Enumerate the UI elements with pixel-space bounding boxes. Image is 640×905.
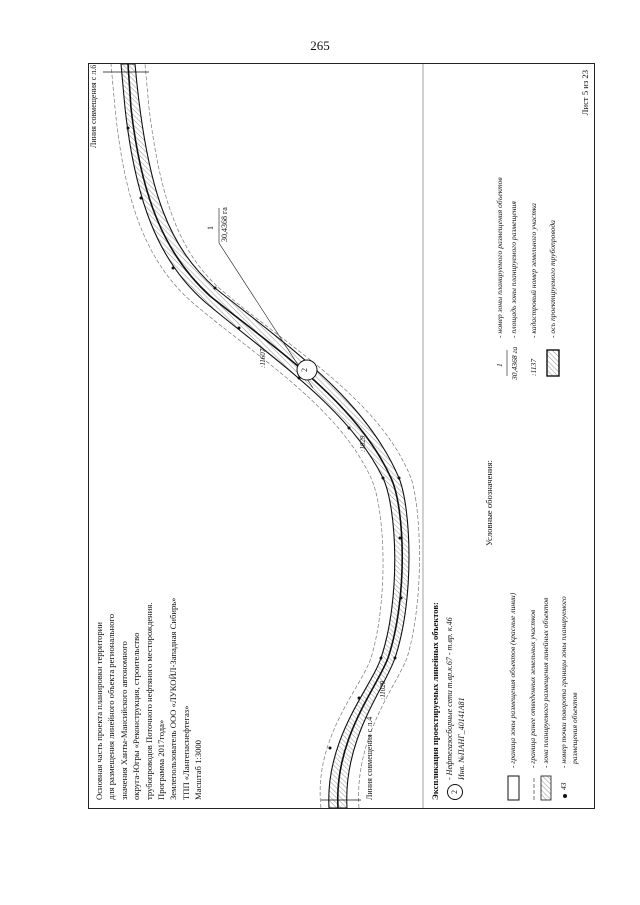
legend-item: - кадастровый номер земельного участка [529, 203, 538, 338]
title-line: для размещения линейного объекта регионального [106, 613, 117, 800]
explication-line: Инв. №ПАНГ_40141А81 [457, 697, 466, 780]
legend-title: Условные обозначения: [484, 460, 494, 546]
page-number: 265 [310, 38, 330, 53]
legend-item: - зона планируемого размещения линейных объектов [541, 597, 550, 768]
callout-number: 1 [206, 226, 215, 230]
title-block [93, 440, 205, 800]
legend-sample-area: 30,4368 га [510, 346, 519, 380]
title-line: трубопроводов Поточного нефтяного месторождения. [143, 602, 154, 800]
cadastral-label: :11607 [259, 348, 267, 368]
cadastral-label: :1029 [359, 435, 367, 452]
title-line: значения Ханты-Мансийского автономного [118, 641, 129, 800]
landscape-sheet [89, 64, 594, 808]
legend-symbol-zone [541, 776, 551, 800]
legend-sample-number: 1 [495, 363, 504, 367]
cadastral-label: :11029 [379, 680, 387, 700]
legend-item: - номер зоны планируемого размещения объектов [495, 177, 504, 338]
sheet-label: Лист 5 из 23 [580, 70, 590, 116]
map-sheet-frame [88, 63, 595, 809]
legend-item: - ось проектируемого трубопровода [548, 220, 557, 338]
title-line: округа-Югры «Реконструкция, строительство [131, 632, 142, 800]
legend-symbol-red-line [508, 776, 519, 800]
match-line-right: Линия совмещения с л.6 [89, 64, 98, 148]
match-line-left: Линия совмещения с л.4 [365, 716, 374, 800]
legend-symbol-point [563, 794, 567, 798]
explication-line: - Нефтегазосборные сети т.вр.к.67 - т.вр. к.46 [445, 617, 454, 780]
title-line: ТПП «Лангепаснефтегаз» [180, 705, 191, 800]
legend-point-symbol: 43 [559, 782, 568, 790]
legend-sample-cadastral: :1137 [529, 358, 538, 376]
title-line: Землепользователь ООО «ЛУКОЙЛ-Западная Сибирь» [168, 597, 179, 800]
legend-symbol-axis [547, 350, 559, 376]
callout-area: 30,4368 га [220, 207, 229, 242]
legend-item: - граница зоны размещения объектов (красные линии) [508, 592, 517, 768]
explication-item-number: 2 [447, 784, 463, 800]
explication-item-text [444, 617, 468, 780]
title-line: Основная часть проекта планировки территории [94, 622, 104, 800]
legend-item: размещения объектов [570, 692, 579, 764]
legend-item: - граница ранее отведенных земельных участков [528, 609, 537, 768]
zone-number: 2 [300, 368, 309, 372]
legend-item: - площадь зоны планируемого размещения [509, 201, 518, 338]
scale-line: Масштаб 1:3000 [193, 740, 204, 800]
legend-item: - номер точки поворота границы зоны планируемого [559, 596, 568, 768]
explication-title: Экспликация проектируемых линейных объектов: [430, 602, 440, 800]
title-line: Программа 2017года» [156, 719, 167, 800]
